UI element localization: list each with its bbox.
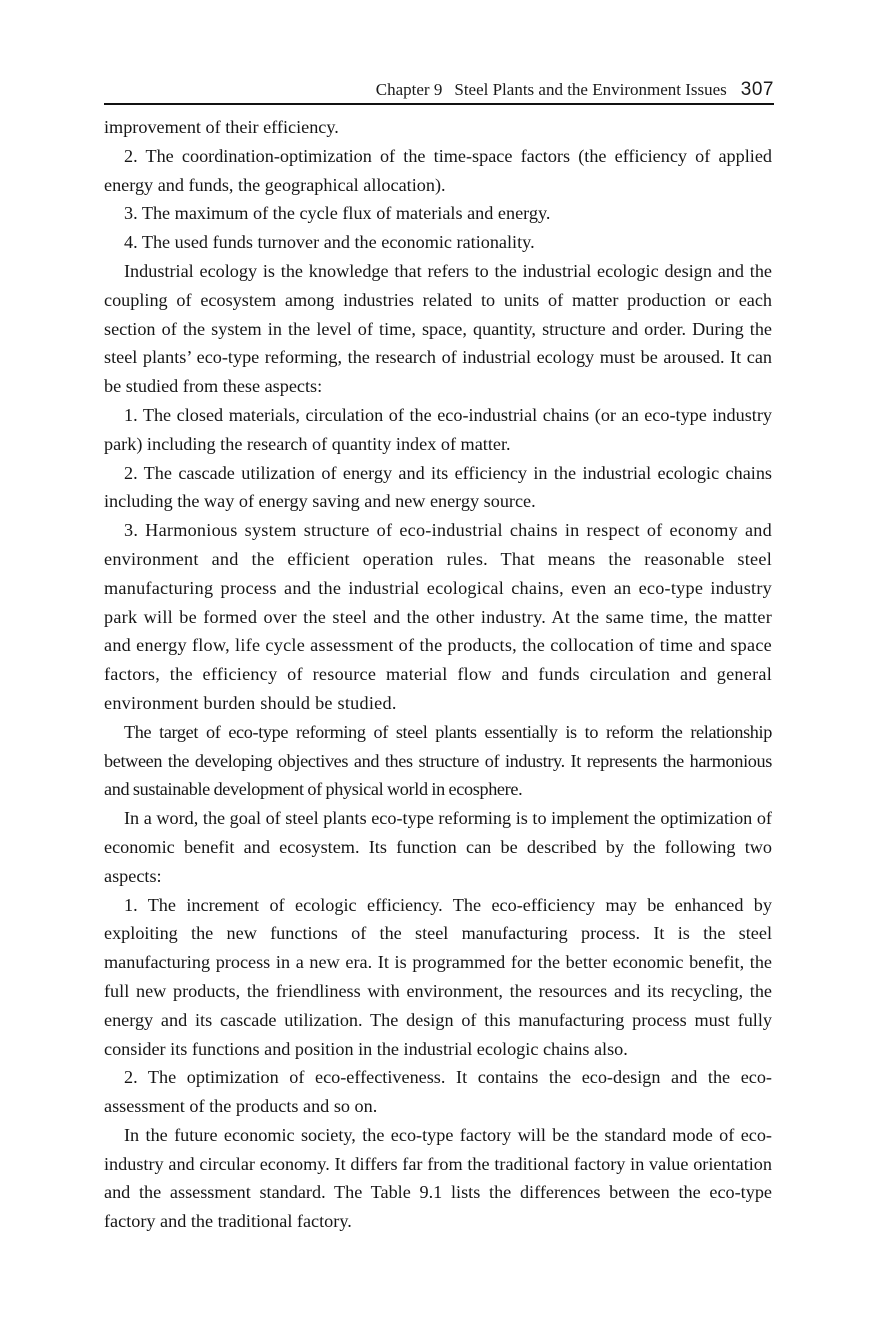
page-number: 307	[740, 79, 774, 100]
running-header	[104, 78, 774, 102]
paragraph: In a word, the goal of steel plants eco-type reforming is to implement the optimization of economic benefit and ecosystem. Its function can be described by the following two aspects:	[104, 808, 772, 886]
body-text	[104, 113, 772, 1236]
list-item: 2. The optimization of eco-effectiveness. It contains the eco-design and the eco- assessment of the products and so on.	[104, 1067, 772, 1117]
paragraph: In the future economic society, the eco-type factory will be the standard mode of eco-industry and circular economy. It differs far from the traditional factory in value orientation and the assessment standard. The Table 9.1 lists the differences between the eco-type factory and the traditional factory.	[104, 1124, 772, 1232]
list-item: 3. The maximum of the cycle flux of materials and energy.	[124, 203, 551, 224]
paragraph: Industrial ecology is the knowledge that refers to the industrial ecologic design and the coupling of ecosystem among industries related to units of matter production or each section of the system in the level of time, space, quantity, structure and order. During the steel plants’ eco-type reforming, the research of industrial ecology must be aroused. It can be studied from these aspects:	[104, 260, 772, 397]
chapter-label: Chapter 9	[375, 80, 443, 99]
list-item: 2. The cascade utilization of energy and its efficiency in the industrial ecologic chains including the way of energy saving and new energy source.	[104, 462, 772, 512]
list-item: 3. Harmonious system structure of eco-industrial chains in respect of economy and environment and the efficient operation rules. That means the reasonable steel manufacturing process and the industrial ecological chains, even an eco-type industry park will be formed over the steel and the other industry. At the same time, the matter and energy flow, life cycle assessment of the products, the collocation of time and space factors, the efficiency of resource material flow and funds circulation and general environment burden should be studied.	[104, 520, 772, 713]
list-item: 4. The used funds turnover and the economic rationality.	[124, 232, 535, 253]
list-item: 1. The increment of ecologic efficiency. The eco-efficiency may be enhanced by exploiting the new functions of the steel manufacturing process. It is the steel manufacturing process in a new era. It is programmed for the better economic benefit, the full new products, the friendliness with environment, the resources and its recycling, the energy and its cascade utilization. The design of this manufacturing process must fully consider its functions and position in the industrial ecologic chains also.	[104, 894, 772, 1059]
list-item: 1. The closed materials, circulation of the eco-industrial chains (or an eco-type industry park) including the research of quantity index of matter.	[104, 404, 772, 454]
paragraph: improvement of their efficiency.	[104, 117, 339, 137]
list-item: 2. The coordination-optimization of the time-space factors (the efficiency of applied energy and funds, the geographical allocation).	[104, 145, 772, 195]
chapter-title: Steel Plants and the Environment Issues	[454, 80, 727, 99]
paragraph: The target of eco-type reforming of steel plants essentially is to reform the relationship between the developing objectives and thes structure of industry. It represents the harmonious and sustainable development of physical world in ecosphere.	[104, 721, 772, 800]
header-rule	[104, 103, 774, 105]
